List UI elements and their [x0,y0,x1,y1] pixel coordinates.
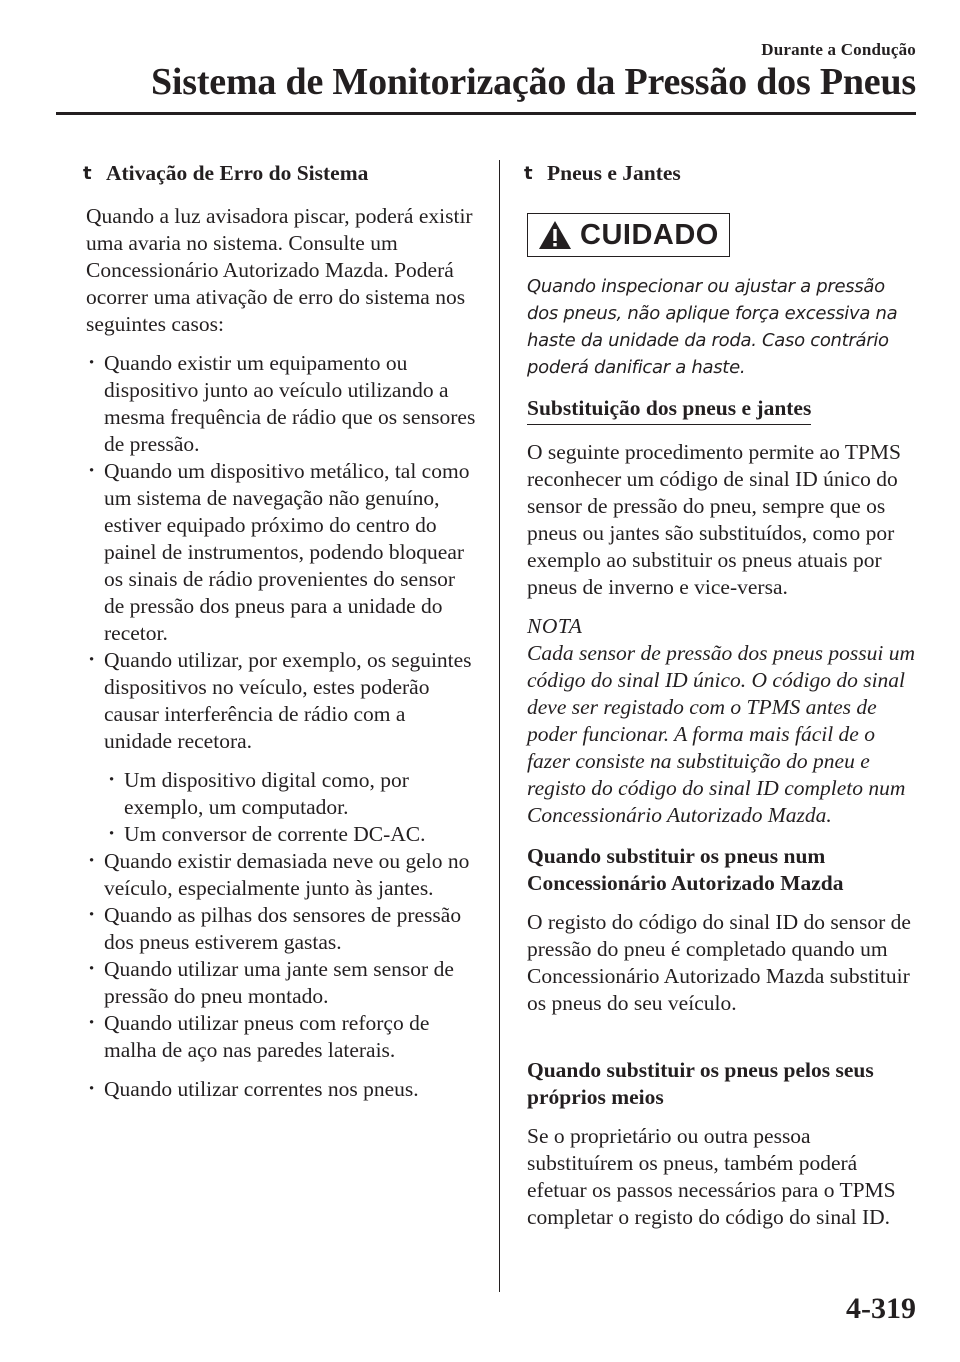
page-number: 4-319 [846,1292,916,1325]
section-heading-text: Pneus e Jantes [547,161,681,185]
note-text: Cada sensor de pressão dos pneus possui um código do sinal ID único. O código do sinal deve ser registado com o TPMS antes de poder funcionar. A forma mais fácil de o fazer consiste na substituição do pneu e registo do código do sinal ID completo num Concessionário Autorizado Mazda. [527,641,916,827]
intro-paragraph: Quando a luz avisadora piscar, poderá existir uma avaria no sistema. Consulte um Concessionário Autorizado Mazda. Poderá ocorrer uma ativação de erro do sistema nos seguintes casos: [86,204,473,336]
list-item: · Quando as pilhas dos sensores de pressão dos pneus estiverem gastas. [86,902,478,956]
section-mark-icon: t [524,163,533,184]
list-item: · Quando existir um equipamento ou dispositivo junto ao veículo utilizando a mesma frequência de rádio que os sensores de pressão. [86,350,478,458]
right-column [524,160,919,1243]
page-title: Sistema de Monitorização da Pressão dos Pneus [150,61,916,103]
subheading-dealer: Quando substituir os pneus num Concessionário Autorizado Mazda [527,844,844,895]
section-mark-icon: t [83,163,92,184]
bullet-list [86,350,478,755]
bullet-list [86,848,478,1064]
section-heading-text: Ativação de Erro do Sistema [106,161,369,185]
list-item: · Quando existir demasiada neve ou gelo no veículo, especialmente junto às jantes. [86,848,478,902]
bullet-list [86,1076,478,1103]
list-item: · Quando utilizar pneus com reforço de malha de aço nas paredes laterais. [86,1010,478,1064]
caution-label: CUIDADO [580,218,719,251]
list-item: · Quando utilizar, por exemplo, os seguintes dispositivos no veículo, estes poderão causar interferência de rádio com a unidade recetora. [86,647,478,755]
section-heading-tires-wheels [524,160,919,187]
sub-list-item: · Um conversor de corrente DC-AC. [106,821,478,848]
caution-text: Quando inspecionar ou ajustar a pressão dos pneus, não aplique força excessiva na haste da unidade da roda. Caso contrário poderá danificar a haste. [527,276,898,378]
subheading-self: Quando substituir os pneus pelos seus próprios meios [527,1058,874,1109]
sub-list-item: · Um dispositivo digital como, por exemplo, um computador. [106,767,478,821]
note-label: NOTA [527,614,583,638]
paragraph: O seguinte procedimento permite ao TPMS reconhecer um código de sinal ID único do sensor de pressão do pneu, sempre que os pneus ou jantes são substituídos, como por exemplo ao substituir os pneus atuais por pneus de inverno e vice-versa. [527,440,901,599]
warning-triangle-icon [538,220,572,250]
caution-box [527,213,730,257]
header-rule [56,112,916,115]
section-heading-system-error [83,160,478,187]
paragraph: Se o proprietário ou outra pessoa substituírem os pneus, também poderá efetuar os passos necessários para o TPMS completar o registo do código do sinal ID. [527,1124,896,1229]
list-item: · Quando utilizar correntes nos pneus. [86,1076,478,1103]
list-item: · Quando utilizar uma jante sem sensor de pressão do pneu montado. [86,956,478,1010]
subheading-replacement: Substituição dos pneus e jantes [527,395,811,425]
section-label: Durante a Condução [761,40,916,59]
sub-bullet-list [86,767,478,848]
list-item: · Quando um dispositivo metálico, tal como um sistema de navegação não genuíno, estiver equipado próximo do centro do painel de instrumentos, podendo bloquear os sinais de rádio provenientes do sensor de pressão dos pneus para a unidade do recetor. [86,458,478,647]
column-divider [499,160,500,1292]
left-column [83,160,478,1103]
paragraph: O registo do código do sinal ID do sensor de pressão do pneu é completado quando um Concessionário Autorizado Mazda substituir os pneus do seu veículo. [527,910,911,1015]
